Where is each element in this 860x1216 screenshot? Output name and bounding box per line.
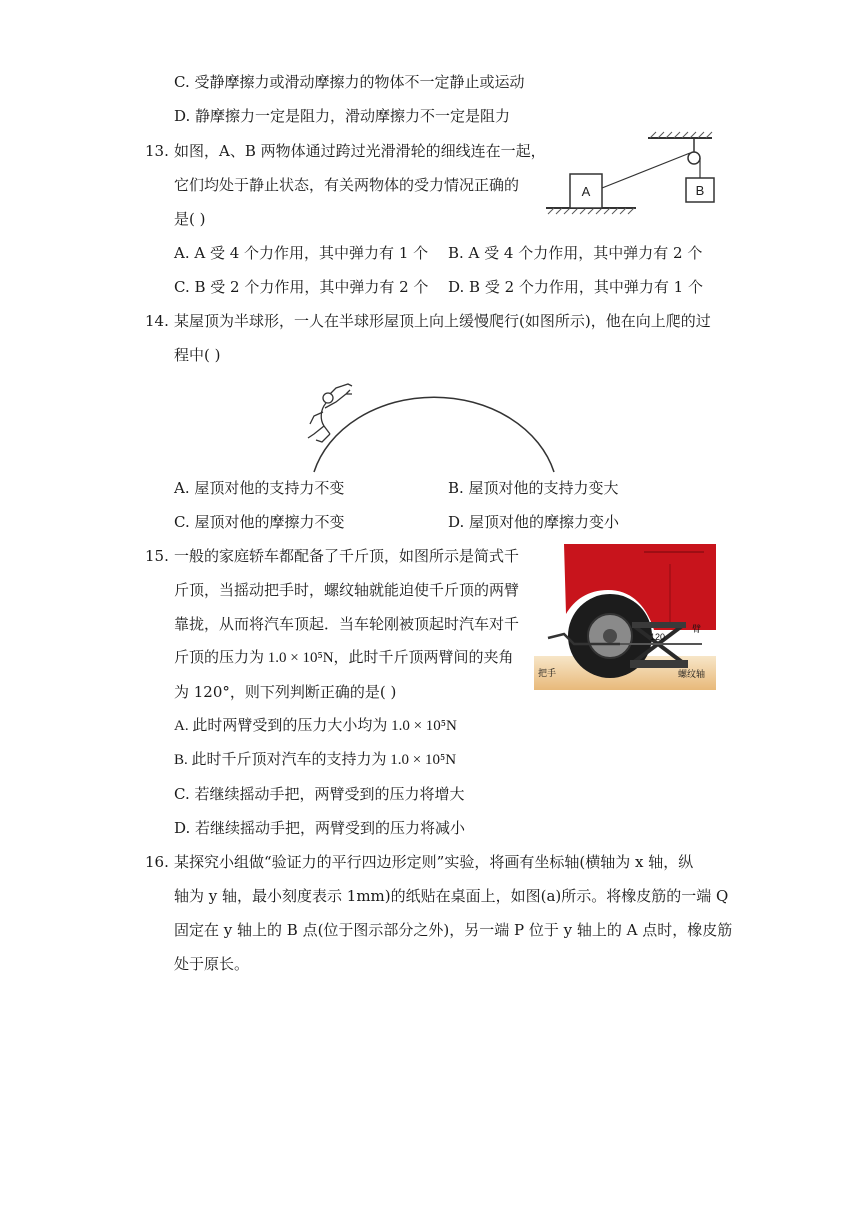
q14-option-b: B. 屋顶对他的支持力变大	[448, 479, 619, 497]
block-a-label: A	[581, 184, 591, 199]
dome-arc	[314, 397, 554, 472]
string-to-a	[602, 153, 690, 188]
q14-option-d: D. 屋顶对他的摩擦力变小	[448, 513, 620, 531]
q15-option-a: A. 此时两臂受到的压力大小均为 1.0 × 10⁵N	[174, 718, 457, 734]
q15-stem-line1: 一般的家庭轿车都配备了千斤顶，如图所示是简式千	[174, 547, 520, 565]
q15-option-c: C. 若继续摇动手把，两臂受到的压力将增大	[174, 785, 465, 803]
q13-number: 13.	[145, 142, 169, 160]
pulley	[688, 152, 700, 164]
q15-stem-line3: 靠拢，从而将汽车顶起．当车轮刚被顶起时汽车对千	[174, 615, 520, 633]
q14-stem-line1: 某屋顶为半球形，一人在半球形屋顶上向上缓慢爬行(如图所示)，他在向上爬的过	[174, 312, 711, 330]
screw-label: 螺纹轴	[678, 669, 706, 679]
climber-figure	[308, 384, 352, 442]
q12-option-d: D. 静摩擦力一定是阻力，滑动摩擦力不一定是阻力	[174, 107, 511, 125]
angle-label: 120	[650, 632, 666, 642]
q13-option-c: C. B 受 2 个力作用，其中弹力有 2 个	[174, 278, 429, 296]
q15-stem-line4: 斤顶的压力为 1.0 × 10⁵N，此时千斤顶两臂间的夹角	[174, 650, 514, 666]
q15-number: 15.	[145, 547, 169, 565]
q13-stem-line2: 它们均处于静止状态，有关两物体的受力情况正确的	[174, 176, 520, 194]
arm-label: 臂	[692, 624, 702, 634]
q14-dome-figure	[296, 364, 564, 474]
q16-stem-line3: 固定在 y 轴上的 B 点(位于图示部分之外)，另一端 P 位于 y 轴上的 A 点时，橡皮筋	[174, 921, 733, 939]
q15-stem-line2: 斤顶，当摇动把手时，螺纹轴就能迫使千斤顶的两臂	[174, 581, 520, 599]
q14-option-a: A. 屋顶对他的支持力不变	[174, 479, 345, 497]
handle-label: 把手	[538, 668, 557, 678]
q16-stem-line2: 轴为 y 轴，最小刻度表示 1mm)的纸贴在桌面上，如图(a)所示。将橡皮筋的一端 Q	[174, 887, 729, 905]
q16-stem-line1: 某探究小组做“验证力的平行四边形定则”实验，将画有坐标轴(横轴为 x 轴，纵	[174, 853, 694, 871]
q12-option-c: C. 受静摩擦力或滑动摩擦力的物体不一定静止或运动	[174, 73, 525, 91]
q14-stem-line2: 程中( )	[174, 346, 221, 364]
q15-option-d: D. 若继续摇动手把，两臂受到的压力将减小	[174, 819, 466, 837]
q13-stem-line3: 是( )	[174, 210, 206, 228]
q15-option-b: B. 此时千斤顶对汽车的支持力为 1.0 × 10⁵N	[174, 752, 457, 768]
q13-option-b: B. A 受 4 个力作用，其中弹力有 2 个	[448, 244, 703, 262]
q16-number: 16.	[145, 853, 169, 871]
q16-stem-line4: 处于原长。	[174, 955, 250, 973]
q13-option-d: D. B 受 2 个力作用，其中弹力有 1 个	[448, 278, 703, 296]
q14-number: 14.	[145, 312, 169, 330]
q15-stem-line5: 为 120°，则下列判断正确的是( )	[174, 683, 397, 701]
q13-stem-line1: 如图，A、B 两物体通过跨过光滑滑轮的细线连在一起，	[174, 142, 546, 160]
q13-pulley-figure	[540, 130, 720, 216]
block-b-label: B	[695, 183, 705, 198]
q14-option-c: C. 屋顶对他的摩擦力不变	[174, 513, 345, 531]
q15-jack-photo	[534, 544, 716, 690]
q13-option-a: A. A 受 4 个力作用，其中弹力有 1 个	[174, 244, 429, 262]
